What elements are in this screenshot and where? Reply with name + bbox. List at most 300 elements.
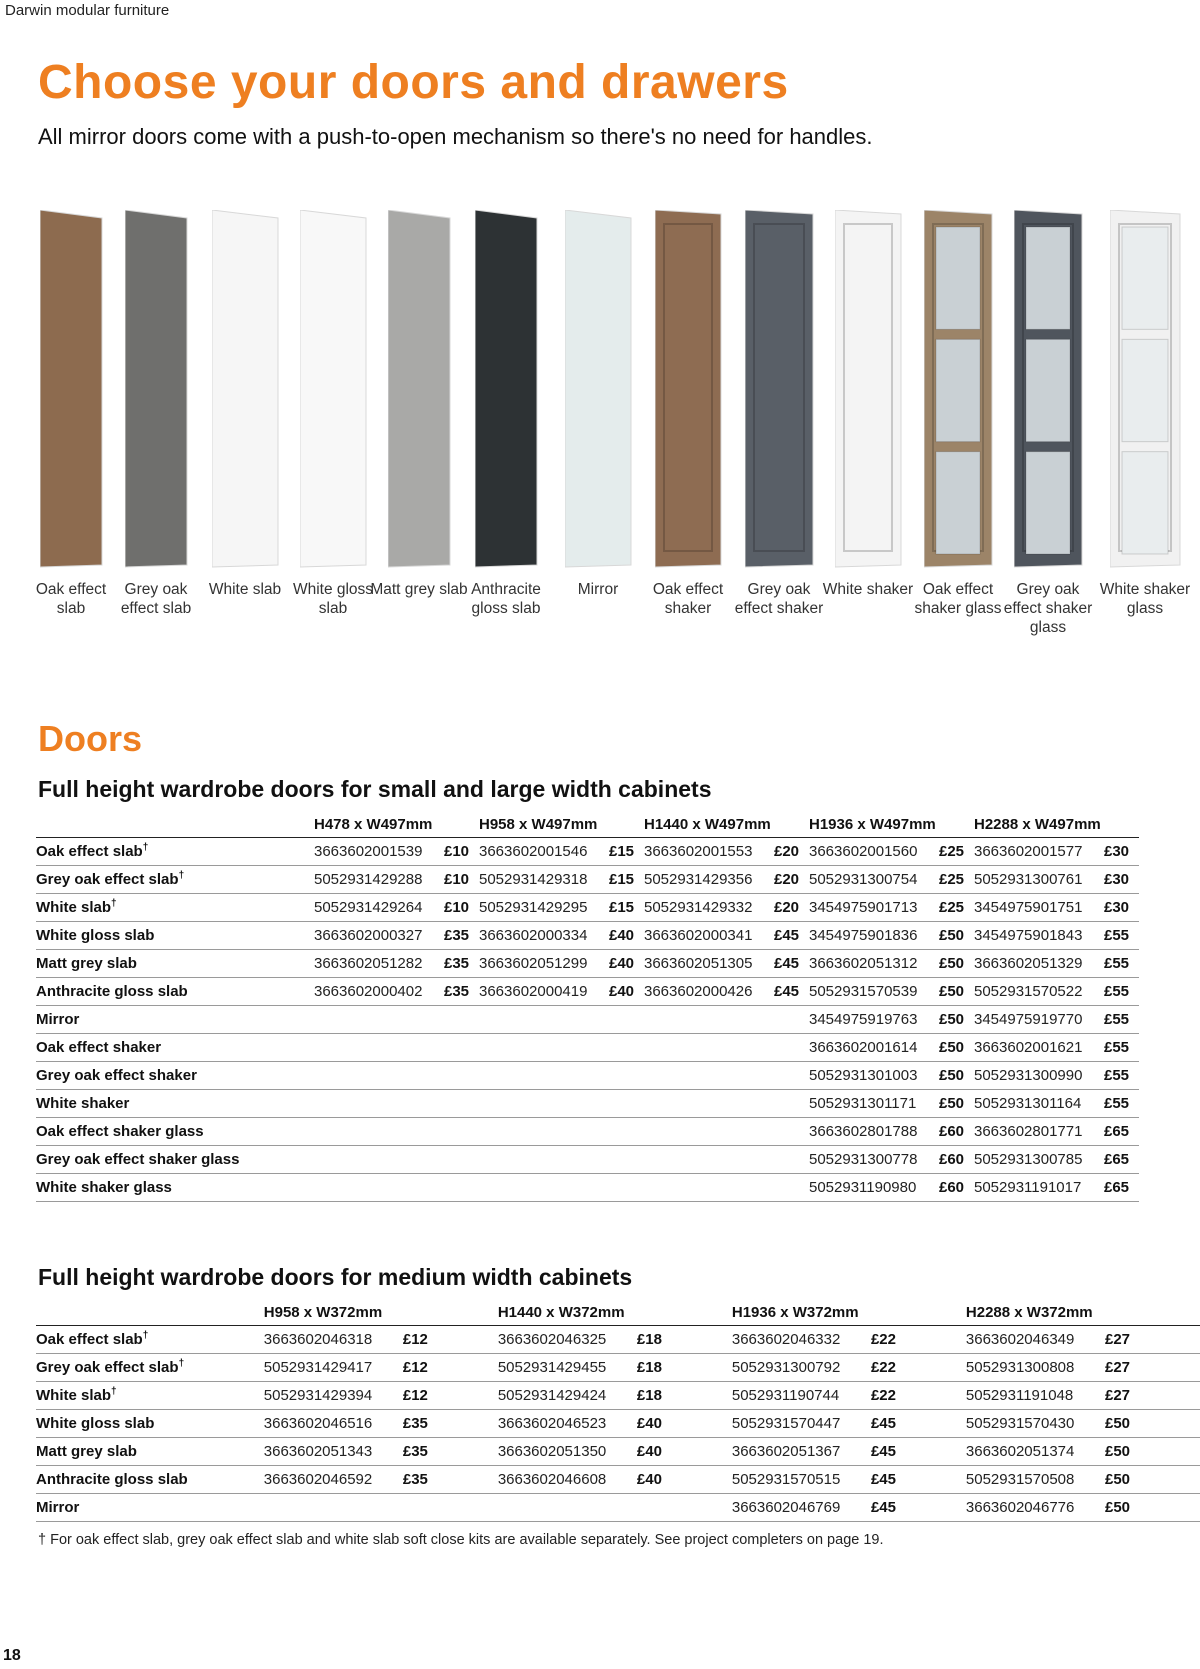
product-code: 5052931300792 xyxy=(732,1353,871,1381)
product-code xyxy=(264,1493,403,1521)
product-price xyxy=(637,1493,732,1521)
product-name-text: Mirror xyxy=(36,1498,80,1516)
table-row xyxy=(36,1061,1139,1089)
product-price xyxy=(774,1061,809,1089)
product-code: 5052931570539 xyxy=(809,977,939,1005)
product-code: 3663602051374 xyxy=(966,1437,1105,1465)
product-name xyxy=(36,1493,264,1521)
product-price: £12 xyxy=(403,1325,498,1353)
product-price: £45 xyxy=(871,1493,966,1521)
product-price: £35 xyxy=(403,1409,498,1437)
product-code xyxy=(644,1089,774,1117)
product-price xyxy=(774,1089,809,1117)
product-price xyxy=(444,1173,479,1201)
product-code: 3663602051312 xyxy=(809,949,939,977)
product-name-text: Grey oak effect slab xyxy=(36,870,179,888)
door-swatch-label: Oak effect shaker xyxy=(652,581,724,617)
product-price: £50 xyxy=(939,949,974,977)
product-code: 5052931301003 xyxy=(809,1061,939,1089)
product-price: £45 xyxy=(774,977,809,1005)
door-swatch-image xyxy=(125,210,191,571)
product-price xyxy=(774,1005,809,1033)
glass-pane xyxy=(1122,227,1168,329)
product-price: £55 xyxy=(1104,949,1139,977)
section-title-doors: Doors xyxy=(38,718,143,759)
product-code: 3663602046332 xyxy=(732,1325,871,1353)
product-price: £22 xyxy=(871,1325,966,1353)
door-swatch-label: Oak effect slab xyxy=(35,581,107,617)
product-name-text: Matt grey slab xyxy=(36,954,137,972)
product-price: £45 xyxy=(871,1465,966,1493)
table-row xyxy=(36,1117,1139,1145)
product-price xyxy=(609,1117,644,1145)
product-code: 5052931429288 xyxy=(314,865,444,893)
product-code: 5052931301171 xyxy=(809,1089,939,1117)
door-swatch-image xyxy=(1110,210,1184,571)
door-swatch-6 xyxy=(475,210,541,571)
product-code: 3663602051329 xyxy=(974,949,1104,977)
product-code: 5052931570522 xyxy=(974,977,1104,1005)
dagger-mark: † xyxy=(111,897,117,909)
product-price: £30 xyxy=(1104,865,1139,893)
product-price: £35 xyxy=(444,949,479,977)
product-price: £12 xyxy=(403,1381,498,1409)
product-price: £50 xyxy=(939,1005,974,1033)
table-small-large-doors xyxy=(36,812,1139,1202)
product-price: £10 xyxy=(444,837,479,865)
product-price xyxy=(444,1089,479,1117)
product-price: £55 xyxy=(1104,1033,1139,1061)
product-code xyxy=(314,1145,444,1173)
door-swatch-2 xyxy=(125,210,191,571)
product-code: 3663602001621 xyxy=(974,1033,1104,1061)
product-price xyxy=(774,1117,809,1145)
table-medium-doors xyxy=(36,1300,1200,1522)
product-price: £50 xyxy=(1105,1465,1200,1493)
product-name xyxy=(36,1117,314,1145)
table1-heading: Full height wardrobe doors for small and large width cabinets xyxy=(38,776,712,802)
table-row xyxy=(36,1493,1200,1521)
product-name-text: Oak effect slab xyxy=(36,1330,143,1348)
product-name-text: White slab xyxy=(36,1386,112,1404)
product-price: £25 xyxy=(939,837,974,865)
glass-pane xyxy=(936,227,980,329)
product-price: £50 xyxy=(1105,1437,1200,1465)
product-name xyxy=(36,1173,314,1201)
door-swatch-label: Mirror xyxy=(577,581,619,598)
product-code: 5052931190744 xyxy=(732,1381,871,1409)
product-price: £55 xyxy=(1104,1061,1139,1089)
product-price: £40 xyxy=(609,921,644,949)
product-code: 5052931570447 xyxy=(732,1409,871,1437)
product-code: 5052931570515 xyxy=(732,1465,871,1493)
product-price: £10 xyxy=(444,865,479,893)
door-swatch-label: White slab xyxy=(208,581,282,598)
door-panel xyxy=(565,210,631,567)
product-code: 5052931191048 xyxy=(966,1381,1105,1409)
product-code: 5052931429264 xyxy=(314,893,444,921)
page-number: 18 xyxy=(3,1647,21,1664)
product-code: 5052931300778 xyxy=(809,1145,939,1173)
column-header: H1440 x W497mm xyxy=(644,812,809,837)
product-code: 3663602046608 xyxy=(498,1465,637,1493)
product-code: 5052931301164 xyxy=(974,1089,1104,1117)
product-price: £40 xyxy=(609,949,644,977)
product-code xyxy=(314,1033,444,1061)
product-price xyxy=(609,1173,644,1201)
product-code xyxy=(314,1173,444,1201)
door-swatch-9 xyxy=(745,210,817,571)
product-price: £30 xyxy=(1104,837,1139,865)
product-code: 5052931429356 xyxy=(644,865,774,893)
product-price: £15 xyxy=(609,893,644,921)
door-panel xyxy=(388,210,450,567)
product-code: 3663602051299 xyxy=(479,949,609,977)
column-header: H1936 x W497mm xyxy=(809,812,974,837)
product-code: 3454975901836 xyxy=(809,921,939,949)
product-code xyxy=(479,1117,609,1145)
table-row xyxy=(36,921,1139,949)
product-code xyxy=(479,1145,609,1173)
product-price xyxy=(444,1145,479,1173)
product-price: £45 xyxy=(774,921,809,949)
product-code: 5052931429394 xyxy=(264,1381,403,1409)
product-price: £65 xyxy=(1104,1117,1139,1145)
product-price: £45 xyxy=(774,949,809,977)
product-price: £50 xyxy=(939,1089,974,1117)
door-swatch-label: Anthracite gloss slab xyxy=(471,581,541,617)
door-swatch-10 xyxy=(835,210,905,571)
door-swatch-image xyxy=(1014,210,1086,571)
product-code xyxy=(498,1493,637,1521)
product-code xyxy=(479,1089,609,1117)
table-row xyxy=(36,1325,1200,1353)
dagger-mark: † xyxy=(142,841,149,853)
table-row xyxy=(36,1173,1139,1201)
table-row xyxy=(36,1005,1139,1033)
product-price: £40 xyxy=(637,1437,732,1465)
door-swatch-image xyxy=(655,210,725,571)
product-code: 3663602051367 xyxy=(732,1437,871,1465)
product-price: £60 xyxy=(939,1173,974,1201)
product-code: 3663602000426 xyxy=(644,977,774,1005)
door-swatch-image xyxy=(40,210,106,571)
product-price: £18 xyxy=(637,1353,732,1381)
product-price: £50 xyxy=(939,1061,974,1089)
product-name xyxy=(36,1325,264,1353)
table-row xyxy=(36,893,1139,921)
product-price: £12 xyxy=(403,1353,498,1381)
product-price: £25 xyxy=(939,893,974,921)
product-price: £25 xyxy=(939,865,974,893)
product-price: £65 xyxy=(1104,1145,1139,1173)
product-name-text: Oak effect shaker glass xyxy=(36,1122,204,1140)
door-swatch-label: Grey oak effect shaker glass xyxy=(1003,581,1093,636)
product-name-text: White gloss slab xyxy=(36,926,155,944)
product-code: 3663602051350 xyxy=(498,1437,637,1465)
product-name-text: Oak effect shaker xyxy=(36,1038,162,1056)
product-price: £27 xyxy=(1105,1325,1200,1353)
door-swatch-image xyxy=(212,210,282,571)
product-code xyxy=(644,1005,774,1033)
product-name-text: Grey oak effect slab xyxy=(36,1358,179,1376)
product-price: £50 xyxy=(1105,1409,1200,1437)
product-price: £20 xyxy=(774,837,809,865)
product-name-text: Oak effect slab xyxy=(36,842,143,860)
product-price: £60 xyxy=(939,1145,974,1173)
product-price: £50 xyxy=(1105,1493,1200,1521)
door-panel xyxy=(300,210,366,567)
table-row xyxy=(36,1381,1200,1409)
product-code: 3663602001553 xyxy=(644,837,774,865)
door-swatch-label: Grey oak effect shaker xyxy=(734,581,824,617)
product-code: 5052931300761 xyxy=(974,865,1104,893)
product-code: 5052931429318 xyxy=(479,865,609,893)
product-name-text: Grey oak effect shaker glass xyxy=(36,1150,240,1168)
product-name-text: White slab xyxy=(36,898,112,916)
product-code: 3454975901751 xyxy=(974,893,1104,921)
dagger-mark: † xyxy=(178,869,185,881)
product-price: £50 xyxy=(939,921,974,949)
product-price xyxy=(444,1061,479,1089)
product-name-text: Matt grey slab xyxy=(36,1442,137,1460)
product-code: 5052931429417 xyxy=(264,1353,403,1381)
product-price: £35 xyxy=(444,977,479,1005)
product-code: 3663602046769 xyxy=(732,1493,871,1521)
door-swatch-image xyxy=(745,210,817,571)
product-code: 3663602001539 xyxy=(314,837,444,865)
product-code: 3663602051282 xyxy=(314,949,444,977)
product-code: 5052931570430 xyxy=(966,1409,1105,1437)
product-price: £40 xyxy=(609,977,644,1005)
product-price xyxy=(444,1033,479,1061)
product-code: 3663602000327 xyxy=(314,921,444,949)
table-row xyxy=(36,1465,1200,1493)
product-code: 3663602046318 xyxy=(264,1325,403,1353)
product-code: 3454975901843 xyxy=(974,921,1104,949)
door-swatch-8 xyxy=(655,210,725,571)
product-price xyxy=(609,1005,644,1033)
product-name xyxy=(36,1409,264,1437)
footnote: † For oak effect slab, grey oak effect slab and white slab soft close kits are available separately. See project completers on page 19. xyxy=(38,1532,884,1548)
table-row xyxy=(36,1409,1200,1437)
dagger-mark: † xyxy=(142,1329,149,1341)
table2-heading: Full height wardrobe doors for medium width cabinets xyxy=(38,1264,633,1290)
product-code xyxy=(479,1173,609,1201)
product-price xyxy=(774,1145,809,1173)
door-swatch-label: Grey oak effect slab xyxy=(120,581,192,617)
column-header: H958 x W372mm xyxy=(264,1300,498,1325)
product-price: £50 xyxy=(939,1033,974,1061)
product-name xyxy=(36,1005,314,1033)
product-code: 3663602000334 xyxy=(479,921,609,949)
product-price xyxy=(609,1061,644,1089)
product-price: £15 xyxy=(609,837,644,865)
product-code: 3663602000341 xyxy=(644,921,774,949)
glass-pane xyxy=(1122,339,1168,441)
product-price: £55 xyxy=(1104,921,1139,949)
product-code: 3663602801771 xyxy=(974,1117,1104,1145)
product-code: 5052931300990 xyxy=(974,1061,1104,1089)
product-price: £20 xyxy=(774,893,809,921)
table-row xyxy=(36,1145,1139,1173)
product-price: £18 xyxy=(637,1325,732,1353)
product-name xyxy=(36,1033,314,1061)
product-code xyxy=(479,1005,609,1033)
glass-pane xyxy=(936,452,980,554)
door-swatch-label: Oak effect shaker glass xyxy=(914,581,1002,617)
product-name xyxy=(36,1465,264,1493)
product-code: 5052931570508 xyxy=(966,1465,1105,1493)
door-panel xyxy=(40,210,102,567)
page-subtitle: All mirror doors come with a push-to-open mechanism so there's no need for handles. xyxy=(38,124,873,149)
door-panel xyxy=(745,210,813,567)
product-code: 3663602801788 xyxy=(809,1117,939,1145)
product-price: £45 xyxy=(871,1437,966,1465)
product-code: 3663602000419 xyxy=(479,977,609,1005)
running-head: Darwin modular furniture xyxy=(5,2,170,19)
column-header: H478 x W497mm xyxy=(314,812,479,837)
table-row xyxy=(36,977,1139,1005)
product-code: 3663602046516 xyxy=(264,1409,403,1437)
product-code xyxy=(644,1061,774,1089)
product-code: 3663602001546 xyxy=(479,837,609,865)
product-name-text: Grey oak effect shaker xyxy=(36,1066,197,1084)
column-header: H958 x W497mm xyxy=(479,812,644,837)
product-price xyxy=(774,1033,809,1061)
product-price: £22 xyxy=(871,1381,966,1409)
product-price: £35 xyxy=(403,1465,498,1493)
product-name-text: Anthracite gloss slab xyxy=(36,1470,188,1488)
product-name xyxy=(36,1381,264,1409)
product-name xyxy=(36,837,314,865)
product-price: £65 xyxy=(1104,1173,1139,1201)
product-price: £50 xyxy=(939,977,974,1005)
glass-pane xyxy=(1026,227,1070,329)
door-swatch-1 xyxy=(40,210,106,571)
door-swatch-12 xyxy=(1014,210,1086,571)
product-code xyxy=(314,1061,444,1089)
header-blank xyxy=(36,812,314,837)
product-code: 3663602046349 xyxy=(966,1325,1105,1353)
table-row xyxy=(36,1437,1200,1465)
product-name xyxy=(36,949,314,977)
door-panel xyxy=(212,210,278,567)
product-code xyxy=(644,1117,774,1145)
product-code: 5052931429295 xyxy=(479,893,609,921)
table-row xyxy=(36,949,1139,977)
column-header: H1440 x W372mm xyxy=(498,1300,732,1325)
product-price: £35 xyxy=(444,921,479,949)
product-code: 3663602051343 xyxy=(264,1437,403,1465)
door-swatch-11 xyxy=(924,210,996,571)
product-price: £45 xyxy=(871,1409,966,1437)
product-code: 5052931300808 xyxy=(966,1353,1105,1381)
product-price xyxy=(444,1005,479,1033)
door-swatch-label: White gloss slab xyxy=(292,581,374,617)
product-code: 3663602001560 xyxy=(809,837,939,865)
product-code xyxy=(479,1061,609,1089)
product-price xyxy=(609,1033,644,1061)
product-name-text: White shaker glass xyxy=(36,1178,172,1196)
product-price: £35 xyxy=(403,1437,498,1465)
page-title: Choose your doors and drawers xyxy=(38,56,789,109)
product-code: 3663602000402 xyxy=(314,977,444,1005)
product-price xyxy=(444,1117,479,1145)
product-price: £40 xyxy=(637,1465,732,1493)
glass-pane xyxy=(936,339,980,441)
product-code: 3663602046592 xyxy=(264,1465,403,1493)
product-price: £18 xyxy=(637,1381,732,1409)
column-header: H2288 x W372mm xyxy=(966,1300,1200,1325)
door-panel xyxy=(475,210,537,567)
product-code: 5052931300754 xyxy=(809,865,939,893)
product-price: £55 xyxy=(1104,1089,1139,1117)
product-code: 3663602046325 xyxy=(498,1325,637,1353)
product-price: £20 xyxy=(774,865,809,893)
product-code: 5052931429332 xyxy=(644,893,774,921)
door-swatch-image xyxy=(835,210,905,571)
product-name xyxy=(36,1437,264,1465)
product-code: 3454975919770 xyxy=(974,1005,1104,1033)
product-name-text: Anthracite gloss slab xyxy=(36,982,188,1000)
product-price: £22 xyxy=(871,1353,966,1381)
product-price: £60 xyxy=(939,1117,974,1145)
product-code: 5052931300785 xyxy=(974,1145,1104,1173)
product-code: 3454975919763 xyxy=(809,1005,939,1033)
table-row xyxy=(36,1353,1200,1381)
product-name xyxy=(36,1145,314,1173)
door-panel xyxy=(125,210,187,567)
door-swatch-4 xyxy=(300,210,370,571)
product-code: 3663602001577 xyxy=(974,837,1104,865)
product-price: £55 xyxy=(1104,977,1139,1005)
door-swatch-5 xyxy=(388,210,454,571)
table-row xyxy=(36,837,1139,865)
product-name xyxy=(36,865,314,893)
door-swatch-7 xyxy=(565,210,635,571)
product-name xyxy=(36,1353,264,1381)
product-code: 3663602001614 xyxy=(809,1033,939,1061)
door-swatch-image xyxy=(924,210,996,571)
dagger-mark: † xyxy=(178,1357,185,1369)
product-code: 3663602051305 xyxy=(644,949,774,977)
product-name-text: White shaker xyxy=(36,1094,130,1112)
header-blank xyxy=(36,1300,264,1325)
product-code xyxy=(314,1117,444,1145)
product-price xyxy=(774,1173,809,1201)
product-name xyxy=(36,977,314,1005)
product-code xyxy=(644,1173,774,1201)
product-price: £40 xyxy=(637,1409,732,1437)
product-price: £10 xyxy=(444,893,479,921)
product-code: 3454975901713 xyxy=(809,893,939,921)
door-swatch-label: Matt grey slab xyxy=(370,581,468,598)
product-price xyxy=(609,1145,644,1173)
product-price xyxy=(403,1493,498,1521)
product-price: £30 xyxy=(1104,893,1139,921)
glass-pane xyxy=(1026,339,1070,441)
product-code xyxy=(644,1033,774,1061)
product-name xyxy=(36,893,314,921)
product-price xyxy=(609,1089,644,1117)
product-name xyxy=(36,1061,314,1089)
table-row xyxy=(36,1033,1139,1061)
glass-pane xyxy=(1026,452,1070,554)
door-swatch-image xyxy=(388,210,454,571)
product-code xyxy=(314,1089,444,1117)
product-name xyxy=(36,1089,314,1117)
